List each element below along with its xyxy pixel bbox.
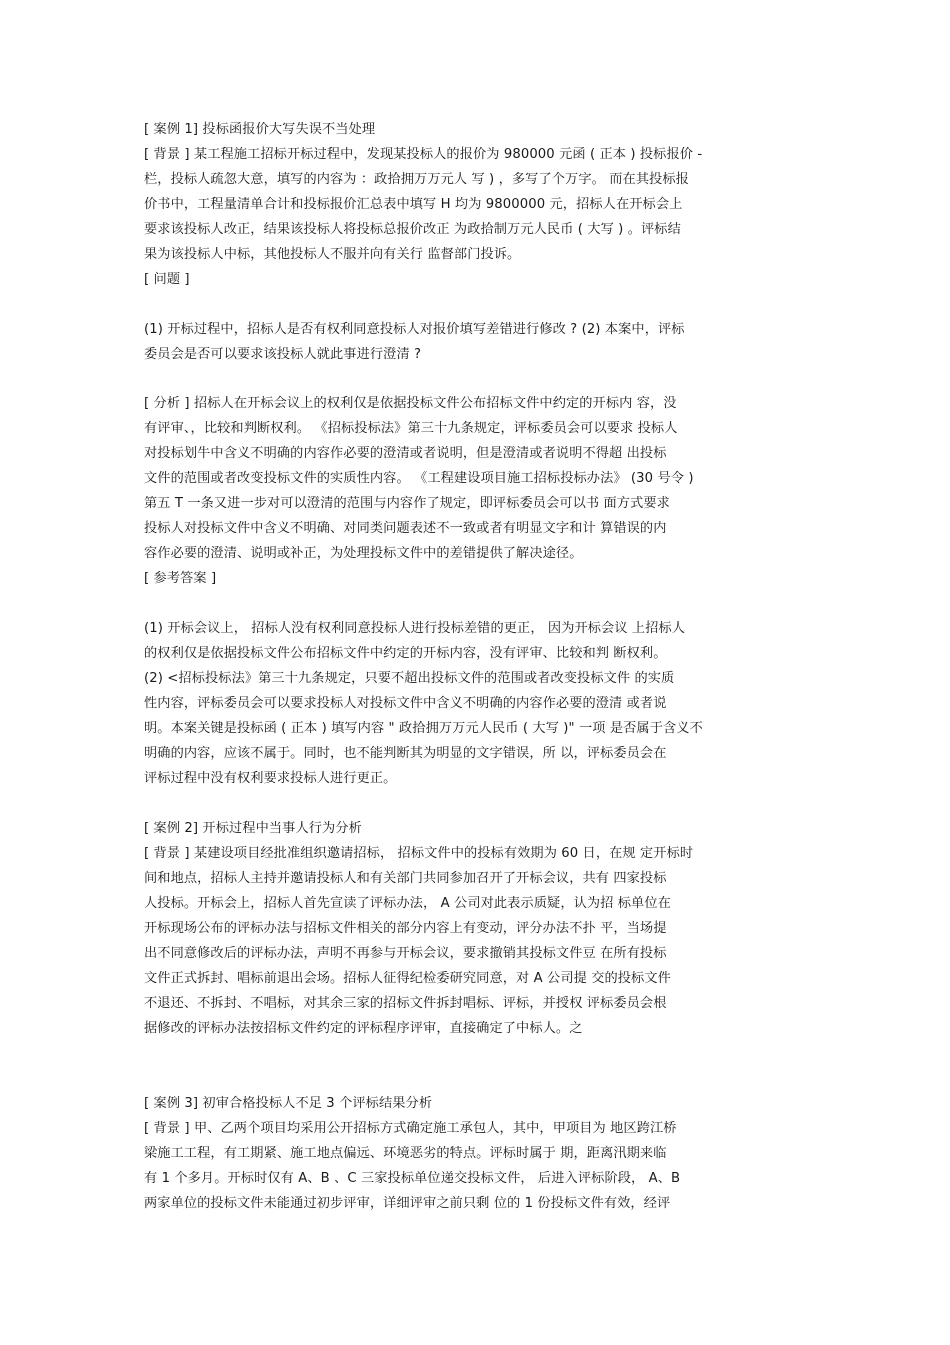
- case3-background-line-2: 梁施工工程，有工期紧、施工地点偏远、环境恶劣的特点。评标时属于 期，距离汛期来临: [144, 1146, 667, 1161]
- case2-background-line-6: 文件正式拆封、唱标前退出会场。招标人征得纪检委研究同意，对 A 公司提 交的投标文件: [144, 971, 671, 986]
- case1-answer-label: [ 参考答案 ]: [144, 571, 217, 586]
- case1-analysis-line-4: 文件的范围或者改变投标文件的实质性内容。 《工程建设项目施工招标投标办法》 (30 号令 ): [144, 471, 694, 486]
- case1-background-line-2: 栏，投标人疏忽大意，填写的内容为 ：政拾拥万万元人 写 ) ，多写了个万字。 而在其投标报: [144, 172, 689, 187]
- case1-answer-line-5: 明。本案关键是投标函 ( 正本 ) 填写内容 " 政拾拥万万元人民币 ( 大写 )" 一项 是否属于含义不: [144, 721, 703, 736]
- case3-background-line-3: 有 1 个多月。开标时仅有 A、B 、C 三家投标单位递交投标文件， 后进入评标阶段， A、B: [144, 1171, 681, 1186]
- case2-background-line-5: 出不同意修改后的评标办法，声明不再参与开标会议，要求撤销其投标文件豆 在所有投标: [144, 946, 667, 961]
- case2-background-line-1: [ 背景 ] 某建设项目经批准组织邀请招标， 招标文件中的投标有效期为 60 日，在规 定开标时: [144, 846, 694, 861]
- case1-question-line-2: 委员会是否可以要求该投标人就此事进行澄清 ?: [144, 347, 422, 362]
- case1-answer-line-3: (2) <招标投标法》第三十九条规定，只要不超出投标文件的范围或者改变投标文件 的实质: [144, 671, 675, 686]
- case1-question-line-1: (1) 开标过程中，招标人是否有权利同意投标人对报价填写差错进行修改 ? (2) 本案中，评标: [144, 322, 685, 337]
- case3-background-line-4: 两家单位的投标文件未能通过初步评审，详细评审之前只剩 位的 1 份投标文件有效，经评: [144, 1196, 671, 1211]
- case1-background-line-5: 果为该投标人中标，其他投标人不服并向有关行 监督部门投诉。: [144, 247, 521, 262]
- case1-background-line-3: 价书中，工程量清单合计和投标报价汇总表中填写 H 均为 9800000 元，招标人在开标会上: [144, 197, 683, 212]
- case1-analysis-line-6: 投标人对投标文件中含义不明确、对同类问题表述不一致或者有明显文字和计 算错误的内: [144, 521, 667, 536]
- case2-background-line-4: 开标现场公布的评标办法与招标文件相关的部分内容上有变动，评分办法不扑 平，当场提: [144, 921, 667, 936]
- case1-answer-line-2: 的权利仅是依据投标文件公布招标文件中约定的开标内容，没有评审、比较和判 断权利。: [144, 646, 667, 661]
- case1-analysis-line-1: [ 分析 ] 招标人在开标会议上的权利仅是依据投标文件公布招标文件中约定的开标内 容，没: [144, 396, 677, 411]
- case1-title: [ 案例 1] 投标函报价大写失误不当处理: [144, 122, 376, 137]
- case2-background-line-7: 不退还、不拆封、不唱标，对其余三家的招标文件拆封唱标、评标，并授权 评标委员会根: [144, 996, 667, 1011]
- case2-background-line-8: 据修改的评标办法按招标文件约定的评标程序评审，直接确定了中标人。之: [144, 1021, 583, 1036]
- case1-answer-line-7: 评标过程中没有权利要求投标人进行更正。: [144, 771, 397, 786]
- case1-analysis-line-2: 有评审、，比较和判断权利。 《招标投标法》第三十九条规定，评标委员会可以要求 投标人: [144, 421, 678, 436]
- case3-background-line-1: [ 背景 ] 甲、乙两个项目均采用公开招标方式确定施工承包人，其中，甲项目为 地区跨江桥: [144, 1121, 677, 1136]
- case2-title: [ 案例 2] 开标过程中当事人行为分析: [144, 821, 362, 836]
- case1-answer-line-6: 明确的内容，应该不属于。同时，也不能判断其为明显的文字错误，所 以，评标委员会在: [144, 746, 667, 761]
- case1-question-label: [ 问题 ]: [144, 272, 190, 287]
- case1-background-line-1: [ 背景 ] 某工程施工招标开标过程中，发现某投标人的报价为 980000 元函 ( 正本 ) 投标报价 -: [144, 147, 703, 162]
- case1-answer-line-1: (1) 开标会议上， 招标人没有权利同意投标人进行投标差错的更正， 因为开标会议 上招标人: [144, 621, 686, 636]
- case1-analysis-line-7: 容作必要的澄清、说明或补正，为处理投标文件中的差错提供了解决途径。: [144, 546, 583, 561]
- case1-answer-line-4: 性内容，评标委员会可以要求投标人对投标文件中含义不明确的内容作必要的澄清 或者说: [144, 696, 667, 711]
- case1-background-line-4: 要求该投标人改正，结果该投标人将投标总报价改正 为政拾制万元人民币 ( 大写 ) 。评标结: [144, 222, 681, 237]
- case1-analysis-line-3: 对投标划牛中含义不明确的内容作必要的澄清或者说明，但是澄清或者说明不得超 出投标: [144, 446, 667, 461]
- case2-background-line-3: 人投标。开标会上，招标人首先宣读了评标办法， A 公司对此表示质疑，认为招 标单位在: [144, 896, 671, 911]
- case1-analysis-line-5: 第五 T 一条又进一步对可以澄清的范围与内容作了规定，即评标委员会可以书 面方式要求: [144, 496, 670, 511]
- case3-title: [ 案例 3] 初审合格投标人不足 3 个评标结果分析: [144, 1096, 433, 1111]
- case2-background-line-2: 间和地点，招标人主持并邀请投标人和有关部门共同参加召开了开标会议，共有 四家投标: [144, 871, 667, 886]
